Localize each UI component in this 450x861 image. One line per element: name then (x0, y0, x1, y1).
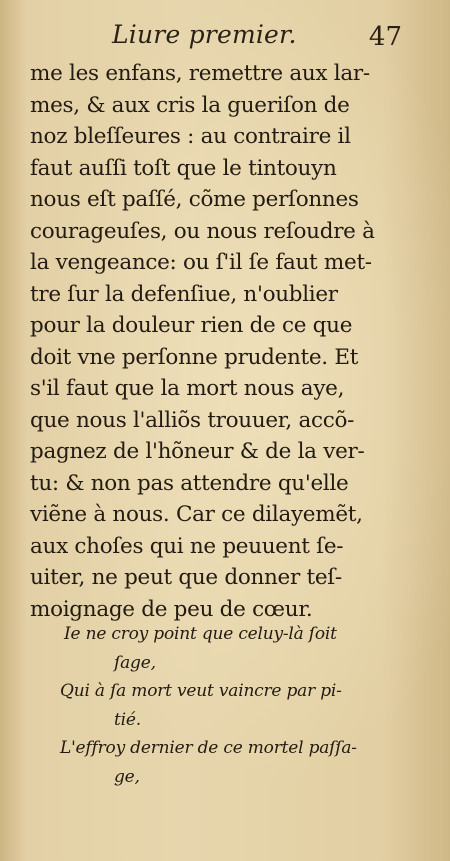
text-line: moignage de peu de cœur. (30, 596, 313, 622)
text-line: tre ſur la defenſiue, n'oublier (30, 281, 338, 307)
text-line: pour la douleur rien de ce que (30, 313, 353, 338)
text-line: la vengeance: ou ſ'il ſe faut met- (30, 250, 372, 275)
page-number: 47 (368, 22, 402, 52)
text-line: aux choſes qui ne peuuent ſe- (30, 533, 344, 559)
text-line: me les enfans, remettre aux lar- (30, 61, 370, 86)
text-line: viẽne à nous. Car ce dilayemẽt, (30, 502, 363, 527)
text-line: noz bleſſeures : au contraire il (30, 124, 351, 149)
body-text (30, 58, 402, 625)
verse-line: L'effroy dernier de ce mortel paſſa- (60, 738, 357, 758)
text-line: s'il faut que la mort nous aye, (30, 376, 345, 401)
running-title: Liure premier. (112, 20, 297, 49)
text-line: faut auſſi toſt que le tintouyn (30, 155, 337, 181)
verse-quotation (30, 620, 402, 791)
verse-line-continuation: tié. (114, 709, 141, 730)
text-line: pagnez de l'hõneur & de la ver- (30, 439, 365, 464)
text-line: mes, & aux cris la gueriſon de (30, 92, 350, 118)
text-line: que nous l'alliõs trouuer, accõ- (30, 407, 355, 433)
verse-line-continuation: ſage, (114, 652, 156, 673)
page-header (0, 20, 450, 56)
verse-line: Qui à ſa mort veut vaincre par pi- (60, 681, 342, 701)
text-line: nous eſt paſſé, cõme perſonnes (30, 187, 359, 212)
text-line: tu: & non pas attendre qu'elle (30, 470, 349, 496)
verse-line: Ie ne croy point que celuy-là ſoit (64, 624, 337, 644)
text-line: uiter, ne peut que donner teſ- (30, 565, 342, 590)
verse-line-continuation: ge, (114, 766, 140, 787)
text-line: doit vne perſonne prudente. Et (30, 344, 359, 370)
text-line: courageuſes, ou nous reſoudre à (30, 218, 375, 244)
